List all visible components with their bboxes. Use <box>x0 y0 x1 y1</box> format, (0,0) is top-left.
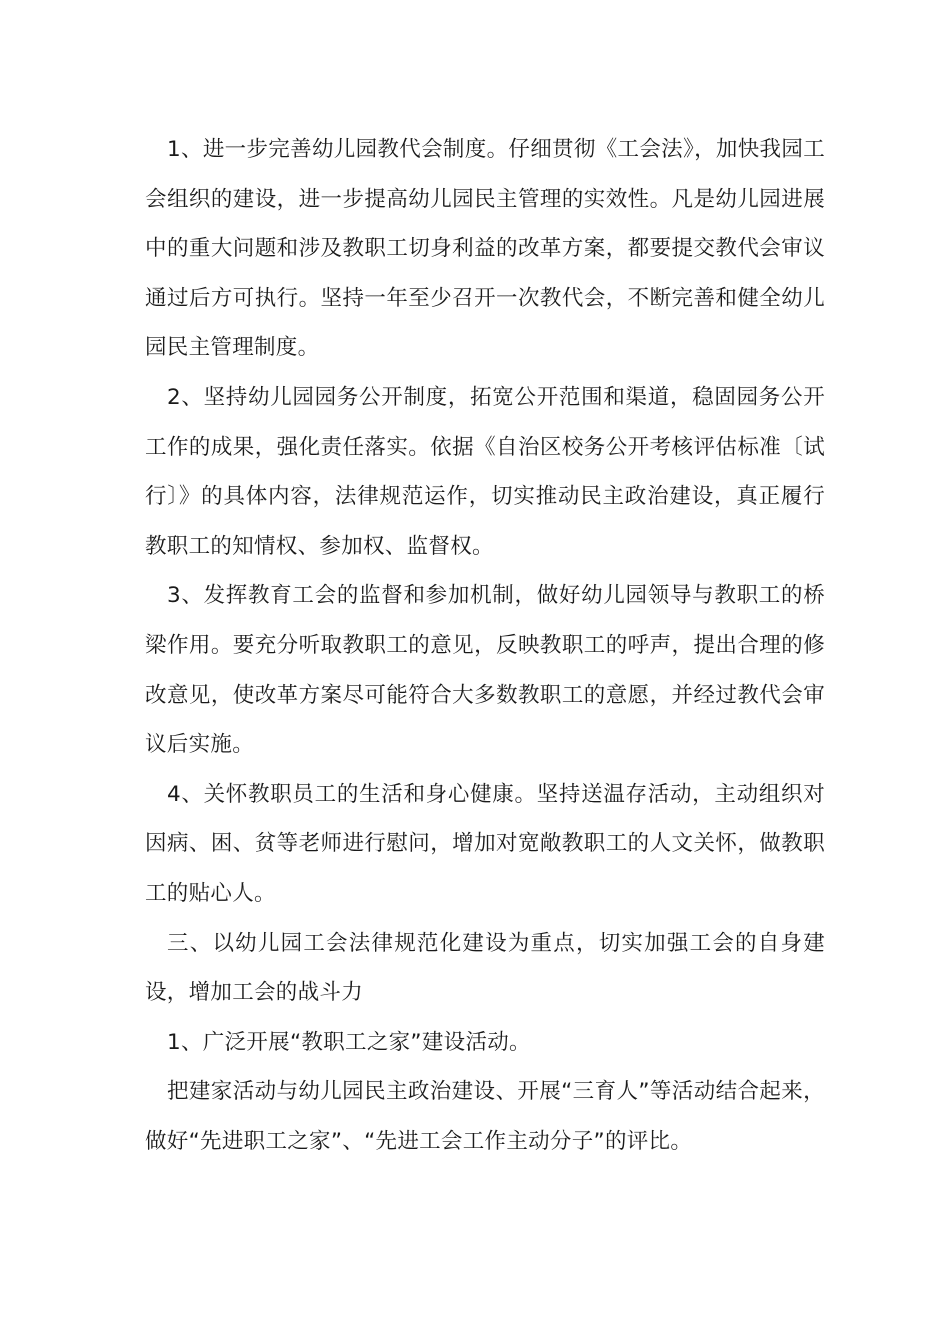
paragraph-home-building: 1、广泛开展“教职工之家”建设活动。 <box>167 1029 531 1055</box>
paragraph-union-congress: 1、进一步完善幼儿园教代会制度。仔细贯彻《工会法》，加快我园工会组织的建设，进一步提高幼儿园民主管理的实效性。凡是幼儿园进展中的重大问题和涉及教职工切身利益的改革方案，都要提交教代会审议通过后方可执行。坚持一年至少召开一次教代会，不断完善和健全幼儿园民主管理制度。 <box>145 137 825 361</box>
paragraph-supervision: 3、发挥教育工会的监督和参加机制，做好幼儿园领导与教职工的桥梁作用。要充分听取教职工的意见，反映教职工的呼声，提出合理的修改意见，使改革方案尽可能符合大多数教职工的意愿，并经过教代会审议后实施。 <box>145 583 825 758</box>
document-body <box>145 125 825 1166</box>
paragraph-evaluation: 把建家活动与幼儿园民主政治建设、开展“三育人”等活动结合起来，做好“先进职工之家”、“先进工会工作主动分子”的评比。 <box>145 1079 825 1154</box>
paragraph-staff-care: 4、关怀教职员工的生活和身心健康。坚持送温存活动，主动组织对因病、困、贫等老师进行慰问，增加对宽敞教职工的人文关怀，做教职工的贴心人。 <box>145 781 825 906</box>
paragraph-affairs-disclosure: 2、坚持幼儿园园务公开制度，拓宽公开范围和渠道，稳固园务公开工作的成果，强化责任落实。依据《自治区校务公开考核评估标准〔试行〕》的具体内容，法律规范运作，切实推动民主政治建设，真正履行教职工的知情权、参加权、监督权。 <box>145 384 825 559</box>
section-heading-three: 三、以幼儿园工会法律规范化建设为重点，切实加强工会的自身建设，增加工会的战斗力 <box>145 930 825 1006</box>
